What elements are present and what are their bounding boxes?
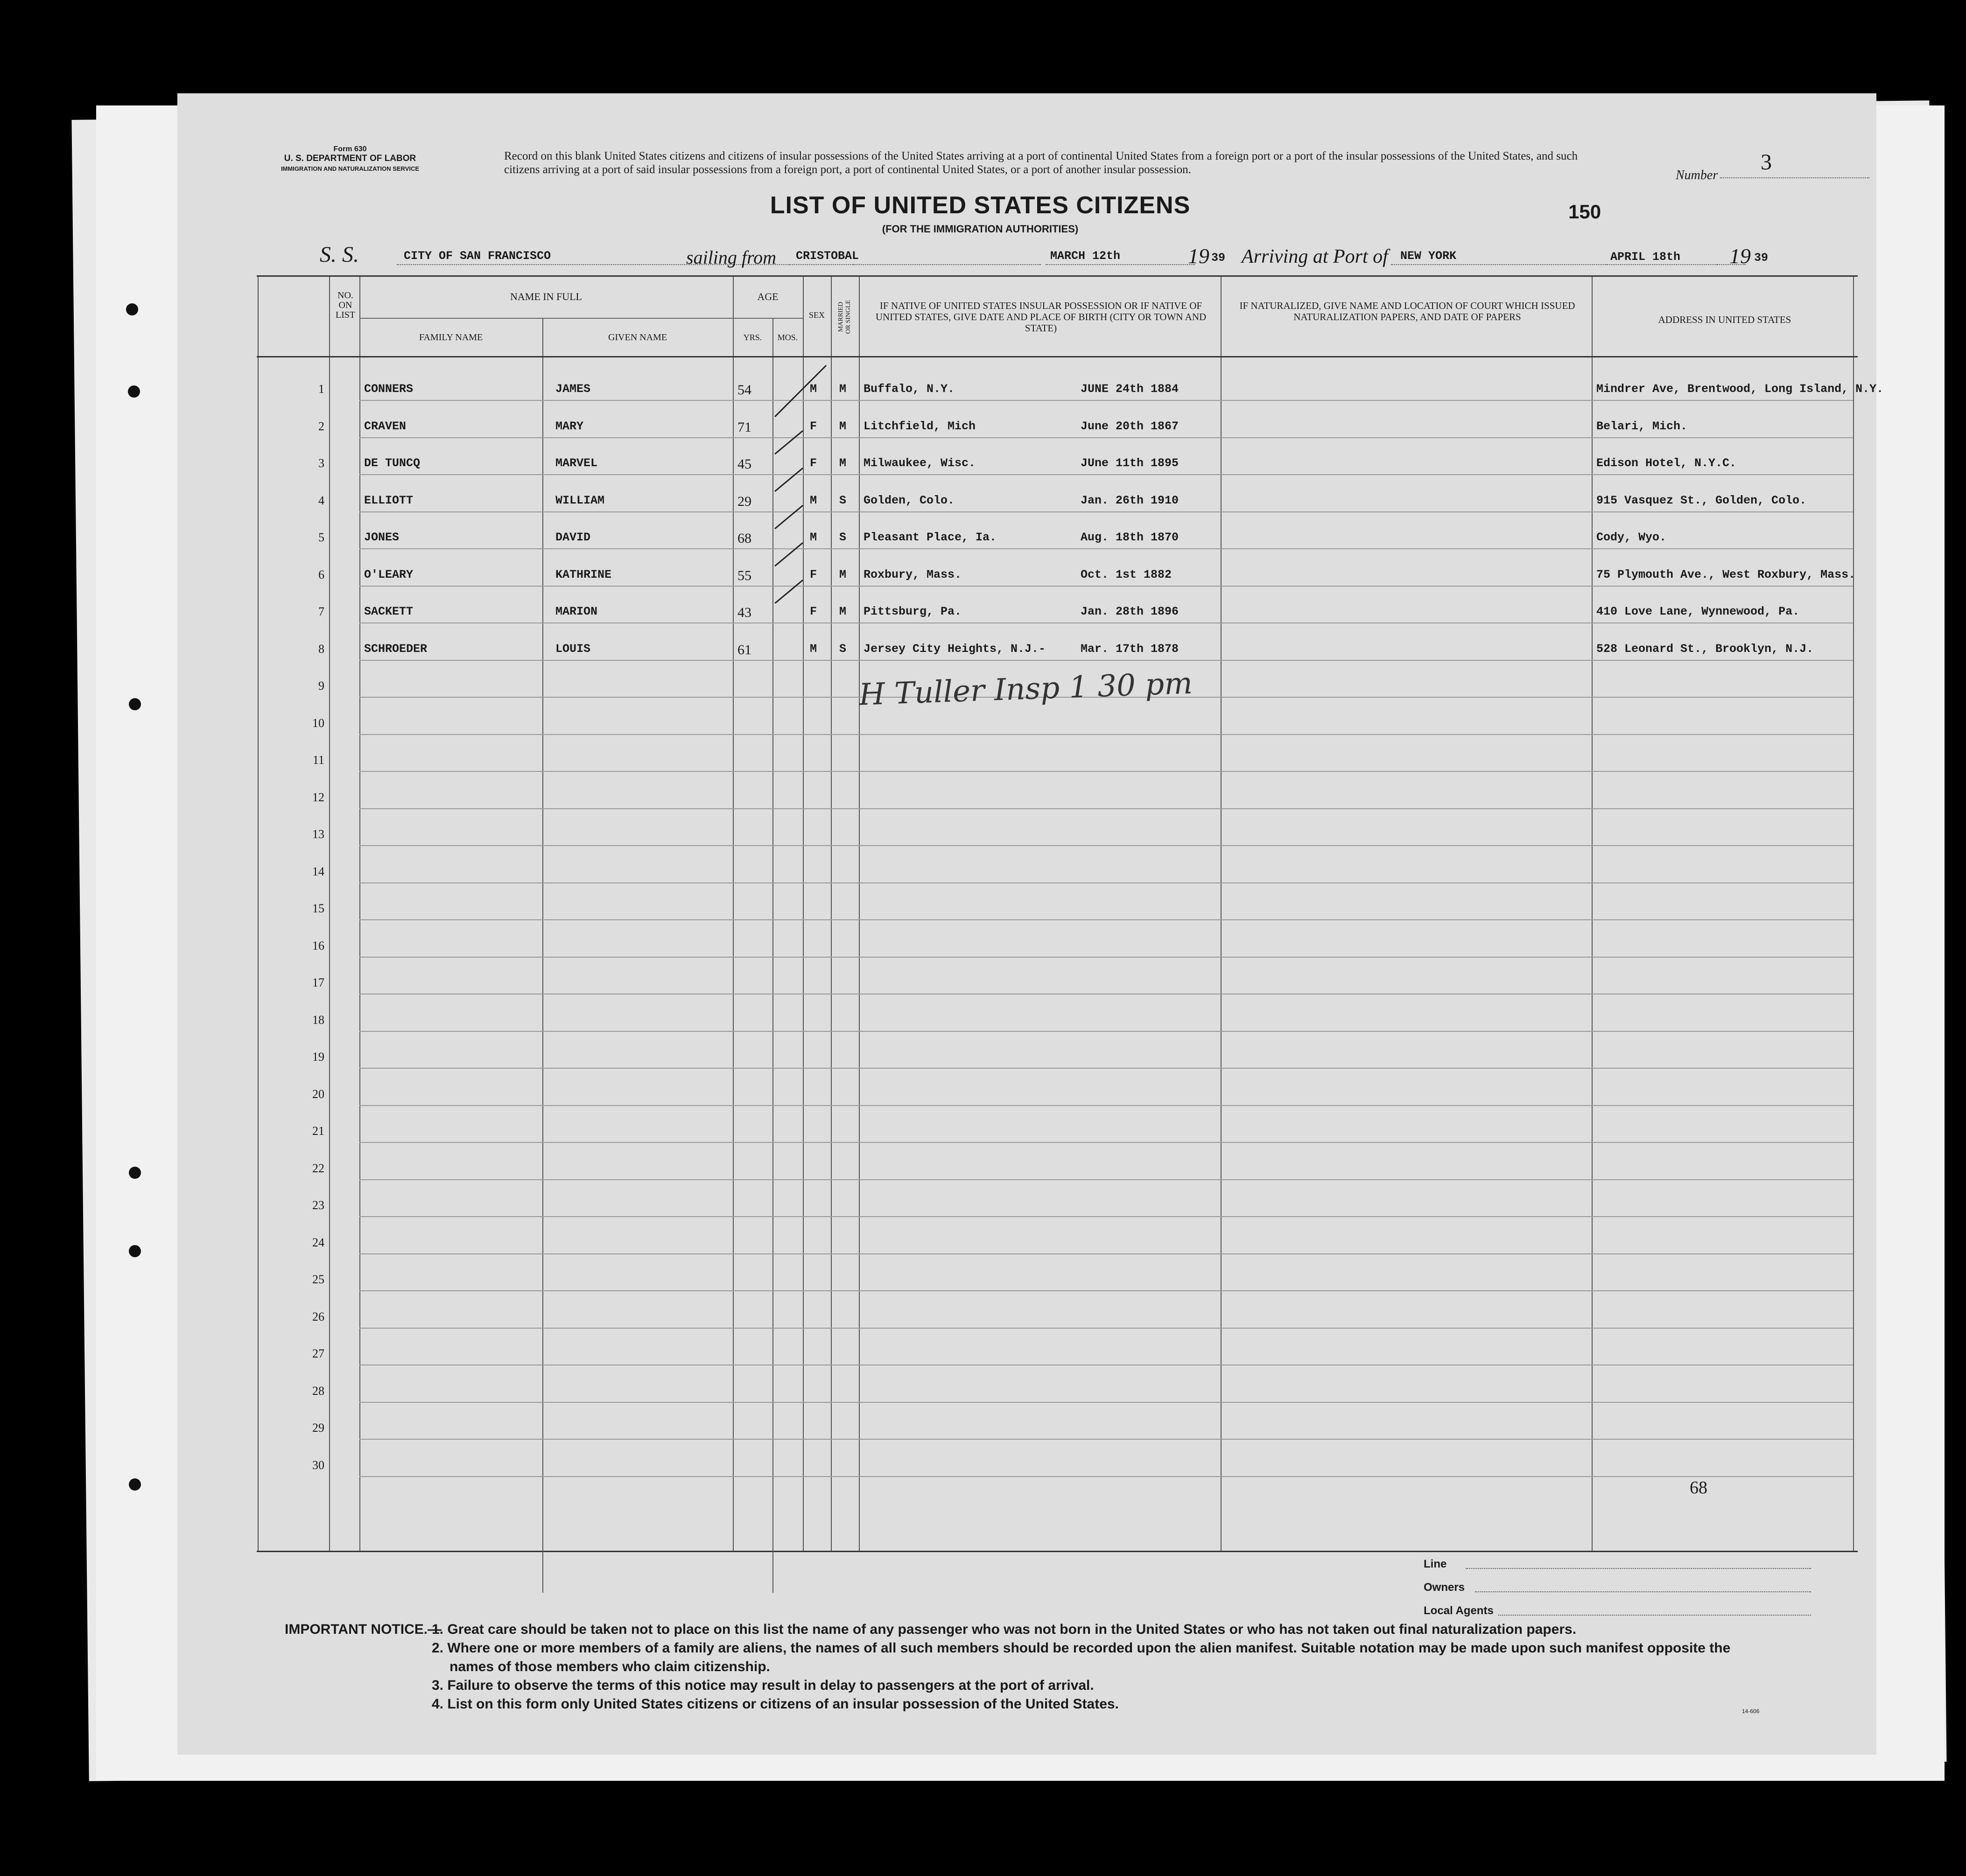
owners-label: Owners bbox=[1424, 1581, 1465, 1594]
col-header-mos: MOS. bbox=[777, 333, 798, 342]
row-number: 12 bbox=[312, 790, 324, 804]
notice-item: 4. List on this form only United States citizens or citizens of an insular possession of the United States. bbox=[432, 1696, 1119, 1712]
marital-status-cell: M bbox=[839, 605, 847, 618]
family-name-cell: SACKETT bbox=[364, 605, 414, 618]
row-rule bbox=[359, 771, 1853, 772]
col-header-yrs: YRS. bbox=[743, 333, 762, 342]
birth-date-cell: June 20th 1867 bbox=[1081, 419, 1179, 433]
birth-date-cell: Aug. 18th 1870 bbox=[1081, 531, 1179, 544]
margin-number: 68 bbox=[1690, 1478, 1707, 1498]
sex-cell: M bbox=[810, 531, 817, 544]
row-number: 28 bbox=[312, 1384, 324, 1398]
notice-list bbox=[432, 1620, 1767, 1714]
row-number: 11 bbox=[312, 753, 324, 767]
address-cell: Edison Hotel, N.Y.C. bbox=[1596, 456, 1737, 470]
row-number: 3 bbox=[318, 456, 324, 470]
row-rule bbox=[359, 474, 1853, 475]
row-number: 18 bbox=[312, 1013, 324, 1027]
row-number: 29 bbox=[312, 1421, 324, 1435]
row-rule bbox=[359, 511, 1853, 512]
arrival-date-line bbox=[1606, 264, 1746, 265]
marital-status-cell: M bbox=[839, 456, 847, 470]
col-header-name: NAME IN FULL bbox=[510, 291, 582, 302]
birthplace-cell: Buffalo, N.Y. bbox=[864, 382, 955, 396]
departure-date: MARCH 12th bbox=[1050, 249, 1121, 263]
row-rule bbox=[359, 845, 1853, 846]
notice-item: 3. Failure to observe the terms of this notice may result in delay to passengers at the port of arrival. bbox=[432, 1678, 1094, 1693]
col-header-given: GIVEN NAME bbox=[608, 332, 667, 343]
binder-hole bbox=[126, 303, 138, 315]
row-number: 8 bbox=[318, 642, 324, 656]
ship-name: CITY OF SAN FRANCISCO bbox=[404, 249, 551, 263]
given-name-cell: MARVEL bbox=[555, 456, 598, 470]
birth-date-cell: Oct. 1st 1882 bbox=[1081, 567, 1172, 581]
row-rule bbox=[359, 1031, 1853, 1032]
row-number: 26 bbox=[312, 1309, 324, 1323]
year-prefix: 19 bbox=[1729, 244, 1751, 268]
row-number: 17 bbox=[312, 976, 324, 989]
address-cell: 915 Vasquez St., Golden, Colo. bbox=[1596, 493, 1807, 507]
row-rule bbox=[359, 808, 1853, 809]
family-name-cell: O'LEARY bbox=[364, 567, 414, 581]
age-cell: 54 bbox=[737, 382, 751, 398]
arrival-year: 39 bbox=[1754, 251, 1769, 265]
sex-cell: F bbox=[810, 605, 817, 618]
binder-hole bbox=[129, 1478, 141, 1491]
address-cell: Cody, Wyo. bbox=[1596, 531, 1667, 544]
birthplace-cell: Milwaukee, Wisc. bbox=[864, 456, 976, 470]
col-header-family: FAMILY NAME bbox=[419, 332, 483, 343]
col-header-married: MARRIED OR SINGLE bbox=[837, 300, 852, 334]
birthplace-cell: Litchfield, Mich bbox=[864, 419, 976, 433]
row-rule bbox=[359, 660, 1853, 661]
record-note: Record on this blank United States citizens and citizens of insular possessions of the United States arriving at a port of continental United States from a foreign port or a port of the insular possessions of the United States, and such citizens arriving at a port of said insular possessions from a foreign port, a port of continental United States, or a port of another insular possession. bbox=[504, 150, 1578, 176]
sex-cell: F bbox=[810, 456, 817, 470]
manifest-sheet bbox=[177, 93, 1884, 1755]
age-cell: 61 bbox=[737, 642, 751, 658]
row-rule bbox=[359, 1328, 1853, 1329]
row-rule bbox=[359, 1179, 1853, 1180]
line-field bbox=[1466, 1568, 1811, 1569]
row-rule bbox=[359, 437, 1853, 438]
row-number: 1 bbox=[318, 382, 324, 396]
binder-hole bbox=[129, 1167, 141, 1179]
family-name-cell: SCHROEDER bbox=[364, 642, 428, 656]
row-number: 20 bbox=[312, 1087, 324, 1101]
address-cell: 528 Leonard St., Brooklyn, N.J. bbox=[1596, 642, 1814, 656]
given-name-cell: MARY bbox=[555, 419, 584, 433]
line-label: Line bbox=[1424, 1558, 1447, 1570]
row-number: 16 bbox=[312, 938, 324, 952]
arriving-label: Arriving at Port of bbox=[1242, 246, 1388, 267]
row-number: 10 bbox=[312, 716, 324, 730]
sailing-from-label: sailing from bbox=[686, 247, 776, 268]
sailing-from: CRISTOBAL bbox=[796, 249, 859, 263]
binder-hole bbox=[128, 385, 140, 398]
sailing-line bbox=[789, 264, 1041, 265]
binder-hole bbox=[129, 698, 141, 710]
col-header-age: AGE bbox=[757, 291, 779, 302]
address-cell: Mindrer Ave, Brentwood, Long Island, N.Y. bbox=[1596, 382, 1884, 396]
row-rule bbox=[359, 1290, 1853, 1291]
birthplace-cell: Pleasant Place, Ia. bbox=[864, 531, 997, 544]
row-number: 23 bbox=[312, 1198, 324, 1212]
sex-cell: M bbox=[810, 642, 817, 656]
notice-item: 1. Great care should be taken not to place on this list the name of any passenger who was not born in the United States or who has not taken out final naturalization papers. bbox=[432, 1622, 1577, 1637]
row-rule bbox=[359, 734, 1853, 735]
row-number: 21 bbox=[312, 1124, 324, 1138]
number-label: Number bbox=[1676, 168, 1718, 182]
owners-field bbox=[1475, 1591, 1811, 1592]
row-number: 2 bbox=[318, 419, 324, 433]
marital-status-cell: S bbox=[839, 493, 847, 507]
row-rule bbox=[359, 1105, 1853, 1106]
birth-date-cell: Jan. 28th 1896 bbox=[1081, 605, 1179, 618]
given-name-cell: WILLIAM bbox=[555, 493, 605, 507]
form-number: Form 630 bbox=[333, 145, 367, 153]
birthplace-cell: Roxbury, Mass. bbox=[864, 567, 962, 581]
sex-cell: M bbox=[810, 493, 817, 507]
row-rule bbox=[359, 1216, 1853, 1217]
row-number: 7 bbox=[318, 605, 324, 618]
birth-date-cell: Mar. 17th 1878 bbox=[1081, 642, 1179, 656]
birthplace-cell: Pittsburg, Pa. bbox=[864, 605, 962, 618]
row-rule bbox=[359, 919, 1853, 920]
number-value: 3 bbox=[1761, 150, 1772, 175]
sheet-number: 150 bbox=[1568, 201, 1601, 223]
age-cell: 43 bbox=[737, 605, 751, 620]
address-cell: Belari, Mich. bbox=[1596, 419, 1688, 433]
birth-date-cell: Jan. 26th 1910 bbox=[1081, 493, 1179, 507]
row-number: 30 bbox=[312, 1458, 324, 1472]
given-name-cell: MARION bbox=[555, 605, 598, 618]
row-rule bbox=[359, 548, 1853, 549]
row-rule bbox=[359, 400, 1853, 401]
departure-year: 39 bbox=[1211, 251, 1226, 265]
row-rule bbox=[359, 586, 1853, 587]
col-header-sex: SEX bbox=[808, 310, 825, 320]
given-name-cell: DAVID bbox=[555, 531, 591, 544]
col-header-no: NO. ON LIST bbox=[335, 290, 356, 320]
birthplace-cell: Jersey City Heights, N.J.- bbox=[864, 642, 1046, 656]
age-cell: 55 bbox=[737, 567, 751, 583]
passenger-table bbox=[257, 275, 1884, 1552]
marital-status-cell: S bbox=[839, 531, 847, 544]
agents-label: Local Agents bbox=[1424, 1604, 1494, 1617]
row-number: 13 bbox=[312, 827, 324, 841]
birth-date-cell: JUNE 24th 1884 bbox=[1081, 382, 1179, 396]
year-prefix: 19 bbox=[1188, 244, 1209, 268]
age-cell: 68 bbox=[737, 531, 751, 546]
row-number: 14 bbox=[312, 864, 324, 878]
row-rule bbox=[359, 1439, 1853, 1440]
department-name: U. S. DEPARTMENT OF LABOR bbox=[284, 154, 416, 163]
birth-date-cell: JUne 11th 1895 bbox=[1081, 456, 1179, 470]
notice-item: 2. Where one or more members of a family are aliens, the names of all such members should be recorded upon the alien manifest. Suitable notation may be made upon such manifest opposite the names of those members who claim citizenship. bbox=[432, 1640, 1731, 1674]
row-number: 19 bbox=[312, 1050, 324, 1064]
row-number: 24 bbox=[312, 1235, 324, 1249]
address-cell: 75 Plymouth Ave., West Roxbury, Mass. bbox=[1596, 567, 1856, 581]
marital-status-cell: M bbox=[839, 382, 847, 396]
row-number: 27 bbox=[312, 1347, 324, 1360]
number-line bbox=[1720, 177, 1869, 178]
marital-status-cell: S bbox=[839, 642, 847, 656]
row-number: 9 bbox=[318, 679, 324, 693]
row-rule bbox=[359, 1142, 1853, 1143]
agents-field bbox=[1498, 1615, 1811, 1616]
ship-line bbox=[397, 264, 854, 265]
age-cell: 71 bbox=[737, 419, 751, 435]
row-number: 6 bbox=[318, 567, 324, 581]
service-name: IMMIGRATION AND NATURALIZATION SERVICE bbox=[281, 165, 420, 172]
row-rule bbox=[359, 1402, 1853, 1403]
age-cell: 45 bbox=[737, 456, 751, 472]
family-name-cell: CRAVEN bbox=[364, 419, 407, 433]
print-code: 14-606 bbox=[1742, 1708, 1760, 1715]
departure-line bbox=[1046, 264, 1195, 265]
family-name-cell: CONNERS bbox=[364, 382, 414, 396]
family-name-cell: ELLIOTT bbox=[364, 493, 414, 507]
marital-status-cell: M bbox=[839, 567, 847, 581]
col-header-naturalized: IF NATURALIZED, GIVE NAME AND LOCATION OF COURT WHICH ISSUED NATURALIZATION PAPERS, AND DATE OF PAPERS bbox=[1239, 300, 1575, 322]
arrival-port: NEW YORK bbox=[1400, 249, 1457, 263]
family-name-cell: JONES bbox=[364, 531, 400, 544]
row-number: 22 bbox=[312, 1161, 324, 1175]
binder-hole bbox=[129, 1245, 141, 1257]
row-number: 4 bbox=[318, 493, 324, 507]
sex-cell: M bbox=[810, 382, 817, 396]
row-rule bbox=[359, 957, 1853, 958]
given-name-cell: LOUIS bbox=[555, 642, 591, 656]
col-header-address: ADDRESS IN UNITED STATES bbox=[1658, 314, 1791, 325]
ss-label: S. S. bbox=[320, 242, 359, 267]
age-cell: 29 bbox=[737, 493, 751, 509]
birthplace-cell: Golden, Colo. bbox=[864, 493, 955, 507]
check-marks bbox=[770, 361, 836, 603]
page-subtitle: (FOR THE IMMIGRATION AUTHORITIES) bbox=[882, 223, 1079, 235]
marital-status-cell: M bbox=[839, 419, 847, 433]
row-rule bbox=[359, 882, 1853, 883]
row-rule bbox=[359, 1068, 1853, 1069]
sex-cell: F bbox=[810, 419, 817, 433]
page-title: LIST OF UNITED STATES CITIZENS bbox=[770, 192, 1191, 219]
row-number: 15 bbox=[312, 902, 324, 915]
row-rule bbox=[359, 1253, 1853, 1254]
arrival-date: APRIL 18th bbox=[1610, 250, 1681, 264]
given-name-cell: JAMES bbox=[555, 382, 591, 396]
row-number: 25 bbox=[312, 1273, 324, 1286]
address-cell: 410 Love Lane, Wynnewood, Pa. bbox=[1596, 605, 1800, 618]
row-rule bbox=[359, 1476, 1853, 1477]
col-header-birth: IF NATIVE OF UNITED STATES INSULAR POSSESSION OR IF NATIVE OF UNITED STATES, GIVE DATE AND PLACE OF BIRTH (CITY OR TOWN AND STATE) bbox=[875, 300, 1207, 334]
sex-cell: F bbox=[810, 567, 817, 581]
inspector-handwriting: H Tuller Insp 1 30 pm bbox=[858, 666, 1194, 713]
notice-title: IMPORTANT NOTICE.— bbox=[285, 1622, 442, 1637]
given-name-cell: KATHRINE bbox=[555, 567, 612, 581]
family-name-cell: DE TUNCQ bbox=[364, 456, 421, 470]
row-number: 5 bbox=[318, 531, 324, 544]
